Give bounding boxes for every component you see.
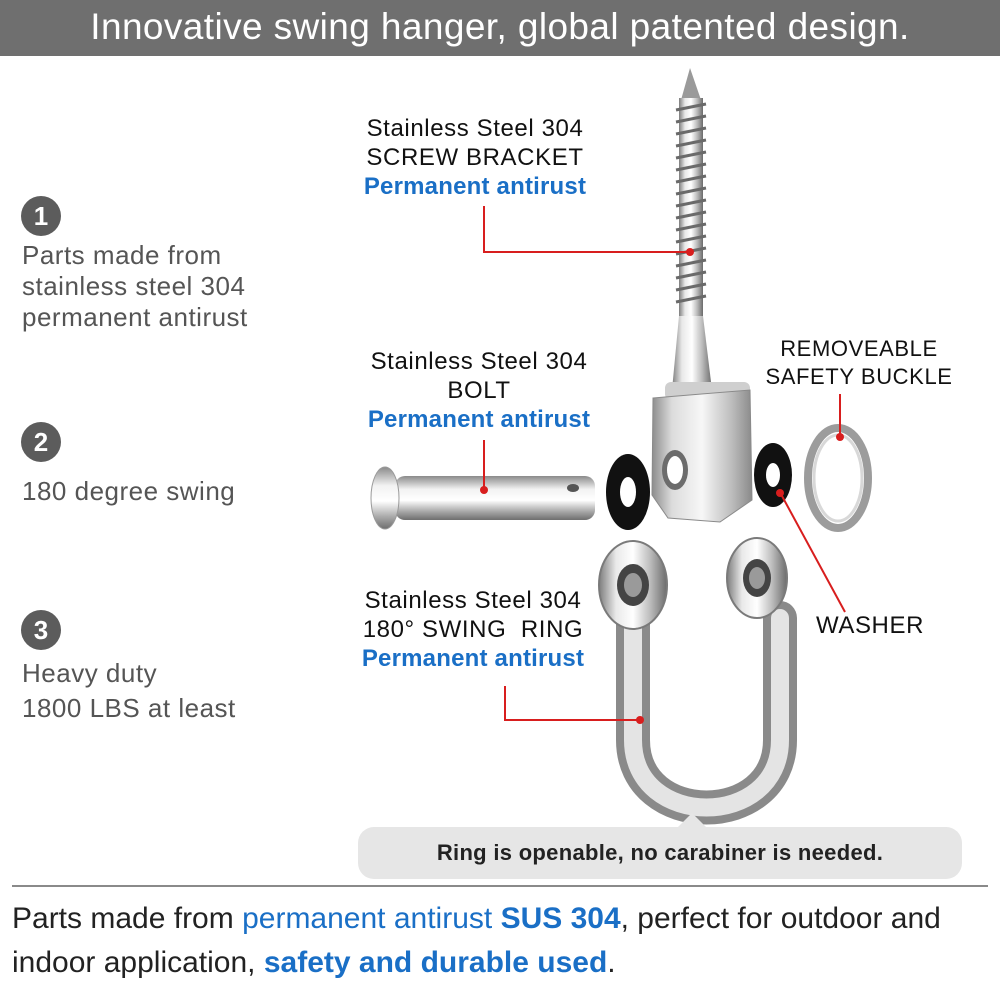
bottom-description	[12, 897, 992, 985]
feature-3-line: Heavy duty	[22, 658, 158, 688]
screw-leader-dot	[686, 248, 694, 256]
bolt-label	[340, 347, 618, 434]
bottom-text-space	[492, 902, 500, 935]
swing-ring-image	[599, 538, 787, 808]
ring-label	[330, 586, 616, 673]
bottom-text-2: , perfect for outdoor and indoor application,	[12, 902, 941, 979]
screw-label-line1: Stainless Steel 304	[366, 115, 584, 142]
ring-label-line1: Stainless Steel 304	[364, 587, 582, 614]
washer-label: WASHER	[815, 612, 925, 639]
feature-1-line: Parts made from	[22, 240, 222, 270]
bolt-leader-dot	[480, 486, 488, 494]
feature-3-badge: 3	[21, 610, 61, 650]
bolt-label-highlight: Permanent antirust	[367, 406, 591, 433]
bottom-text-highlight-sus304: SUS 304	[500, 902, 621, 935]
ring-label-highlight: Permanent antirust	[361, 645, 585, 672]
callout-text: Ring is openable, no carabiner is needed.	[358, 827, 962, 879]
callout-pointer	[678, 813, 706, 827]
washer-left-image	[606, 454, 650, 530]
bottom-text-1: Parts made from	[12, 902, 243, 935]
ring-label-line2: 180° SWING RING	[362, 616, 584, 643]
screw-label-highlight: Permanent antirust	[363, 173, 587, 200]
washer-leader-dot	[776, 489, 784, 497]
feature-2-line: 180 degree swing	[22, 476, 236, 506]
feature-1-line: permanent antirust	[22, 302, 248, 332]
bottom-text-highlight-safety: safety and durable used	[263, 946, 608, 979]
buckle-label-line1: REMOVEABLE	[780, 336, 938, 361]
screw-label	[330, 114, 620, 201]
bottom-text-end: .	[607, 946, 616, 979]
section-divider	[12, 885, 988, 887]
safety-buckle-image	[808, 428, 868, 528]
feature-2-badge: 2	[21, 422, 61, 462]
buckle-leader-dot	[836, 433, 844, 441]
screw-label-line2: SCREW BRACKET	[366, 144, 584, 171]
ring-callout	[358, 827, 962, 879]
bolt-label-line2: BOLT	[447, 377, 511, 404]
feature-1-line: stainless steel 304	[22, 271, 246, 301]
buckle-label	[756, 335, 962, 391]
feature-1-badge: 1	[21, 196, 61, 236]
washer-right-image	[754, 443, 792, 507]
buckle-label-line2: SAFETY BUCKLE	[765, 364, 953, 389]
bolt-label-line1: Stainless Steel 304	[370, 348, 588, 375]
screw-bracket-image	[652, 68, 752, 522]
feature-3-line: 1800 LBS at least	[22, 693, 236, 723]
screw-leader-line	[484, 206, 690, 252]
header-title: Innovative swing hanger, global patented design.	[90, 6, 910, 47]
bottom-text-highlight-antirust: permanent antirust	[242, 902, 493, 935]
ring-leader-dot	[636, 716, 644, 724]
